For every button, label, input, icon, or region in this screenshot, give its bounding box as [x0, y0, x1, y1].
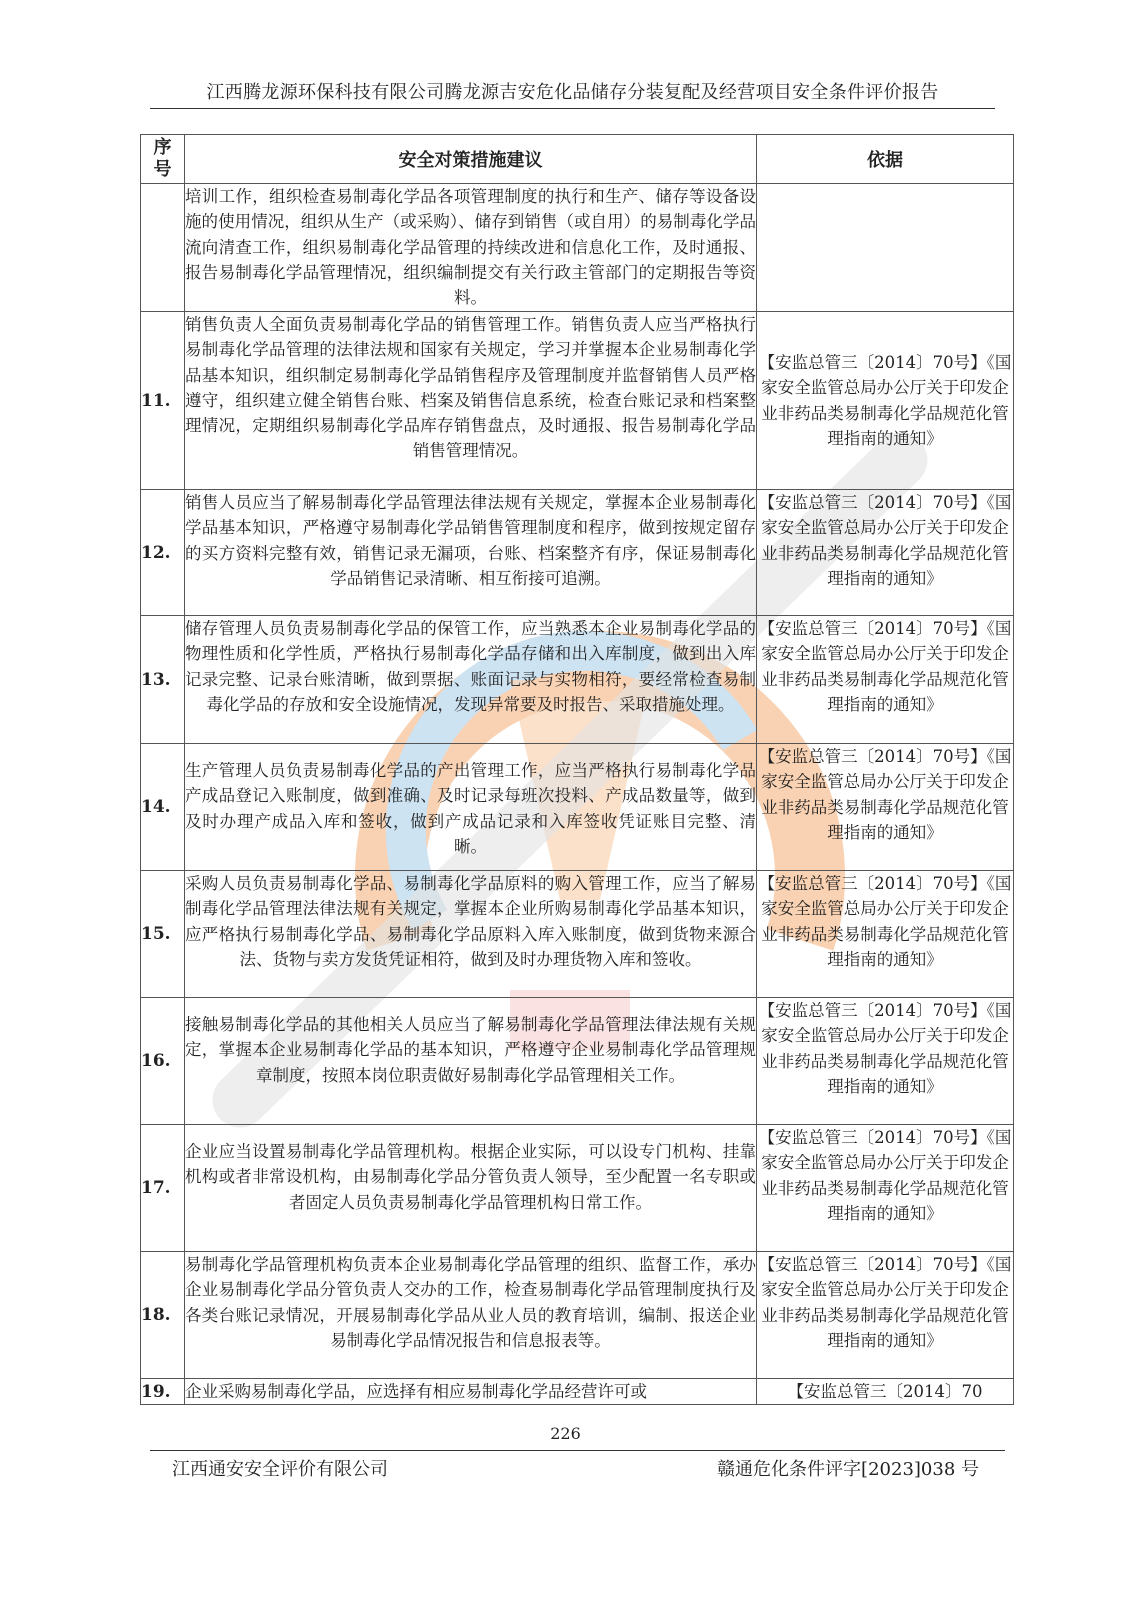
table-row	[141, 998, 1014, 1125]
safety-measures-table	[140, 134, 1014, 1405]
row-no: 15.	[141, 871, 185, 998]
table-row	[141, 1252, 1014, 1379]
header-measure: 安全对策措施建议	[185, 135, 757, 184]
table-row	[141, 1379, 1014, 1405]
row-measure: 销售人员应当了解易制毒化学品管理法律法规有关规定，掌握本企业易制毒化学品基本知识，严格遵守易制毒化学品销售管理制度和程序，做到按规定留存的买方资料完整有效，销售记录无漏项，台账、档案整齐有序，保证易制毒化学品销售记录清晰、相互衔接可追溯。	[185, 490, 757, 616]
row-measure: 采购人员负责易制毒化学品、易制毒化学品原料的购入管理工作，应当了解易制毒化学品管理法律法规有关规定，掌握本企业所购易制毒化学品基本知识，应严格执行易制毒化学品、易制毒化学品原料入库入账制度，做到货物来源合法、货物与卖方发货凭证相符，做到及时办理货物入库和签收。	[185, 871, 757, 998]
row-measure: 企业采购易制毒化学品，应选择有相应易制毒化学品经营许可或	[185, 1379, 757, 1405]
row-measure: 易制毒化学品管理机构负责本企业易制毒化学品管理的组织、监督工作，承办企业易制毒化学品分管负责人交办的工作，检查易制毒化学品管理制度执行及各类台账记录情况，开展易制毒化学品从业人员的教育培训，编制、报送企业易制毒化学品情况报告和信息报表等。	[185, 1252, 757, 1379]
row-no: 13.	[141, 616, 185, 744]
row-no: 19.	[141, 1379, 185, 1405]
row-basis: 【安监总管三〔2014〕70号】《国家安全监管总局办公厅关于印发企业非药品类易制毒化学品规范化管理指南的通知》	[757, 1125, 1014, 1252]
page-number: 226	[550, 1424, 581, 1443]
table-row	[141, 312, 1014, 490]
row-no: 16.	[141, 998, 185, 1125]
row-measure: 销售负责人全面负责易制毒化学品的销售管理工作。销售负责人应当严格执行易制毒化学品管理的法律法规和国家有关规定，学习并掌握本企业易制毒化学品基本知识，组织制定易制毒化学品销售程序及管理制度并监督销售人员严格遵守，组织建立健全销售台账、档案及销售信息系统，检查台账记录和档案整理情况，定期组织易制毒化学品库存销售盘点，及时通报、报告易制毒化学品销售管理情况。	[185, 312, 757, 490]
row-no: 17.	[141, 1125, 185, 1252]
row-basis: 【安监总管三〔2014〕70号】《国家安全监管总局办公厅关于印发企业非药品类易制毒化学品规范化管理指南的通知》	[757, 490, 1014, 616]
table-row	[141, 616, 1014, 744]
row-basis: 【安监总管三〔2014〕70号】《国家安全监管总局办公厅关于印发企业非药品类易制毒化学品规范化管理指南的通知》	[757, 312, 1014, 490]
footer-company: 江西通安安全评价有限公司	[172, 1459, 388, 1480]
table-header-row	[141, 135, 1014, 184]
header-basis: 依据	[757, 135, 1014, 184]
row-no: 14.	[141, 744, 185, 871]
table-row	[141, 490, 1014, 616]
row-basis: 【安监总管三〔2014〕70	[757, 1379, 1014, 1405]
header-no-label: 序 号	[153, 137, 172, 180]
row-measure: 接触易制毒化学品的其他相关人员应当了解易制毒化学品管理法律法规有关规定，掌握本企业易制毒化学品的基本知识，严格遵守企业易制毒化学品管理规章制度，按照本岗位职责做好易制毒化学品管理相关工作。	[185, 998, 757, 1125]
row-no: 18.	[141, 1252, 185, 1379]
row-no: 11.	[141, 312, 185, 490]
row-measure: 储存管理人员负责易制毒化学品的保管工作，应当熟悉本企业易制毒化学品的物理性质和化学性质，严格执行易制毒化学品存储和出入库制度，做到出入库记录完整、记录台账清晰，做到票据、账面记录与实物相符，要经常检查易制毒化学品的存放和安全设施情况，发现异常要及时报告、采取措施处理。	[185, 616, 757, 744]
row-basis: 【安监总管三〔2014〕70号】《国家安全监管总局办公厅关于印发企业非药品类易制毒化学品规范化管理指南的通知》	[757, 1252, 1014, 1379]
footer-rule	[150, 1450, 1005, 1451]
page-header-title: 江西腾龙源环保科技有限公司腾龙源吉安危化品储存分装复配及经营项目安全条件评价报告	[206, 82, 939, 103]
row-measure: 企业应当设置易制毒化学品管理机构。根据企业实际，可以设专门机构、挂靠机构或者非常设机构，由易制毒化学品分管负责人领导，至少配置一名专职或者固定人员负责易制毒化学品管理机构日常工作。	[185, 1125, 757, 1252]
row-basis: 【安监总管三〔2014〕70号】《国家安全监管总局办公厅关于印发企业非药品类易制毒化学品规范化管理指南的通知》	[757, 744, 1014, 871]
table-row	[141, 184, 1014, 312]
row-no: 12.	[141, 490, 185, 616]
table-row	[141, 1125, 1014, 1252]
row-measure: 培训工作，组织检查易制毒化学品各项管理制度的执行和生产、储存等设备设施的使用情况，组织从生产（或采购）、储存到销售（或自用）的易制毒化学品流向清查工作，组织易制毒化学品管理的持续改进和信息化工作，及时通报、报告易制毒化学品管理情况，组织编制提交有关行政主管部门的定期报告等资料。	[185, 184, 757, 312]
row-measure: 生产管理人员负责易制毒化学品的产出管理工作，应当严格执行易制毒化学品产成品登记入账制度，做到准确、及时记录每班次投料、产成品数量等，做到及时办理产成品入库和签收，做到产成品记录和入库签收凭证账目完整、清晰。	[185, 744, 757, 871]
footer-doc-number: 赣通危化条件评字[2023]038 号	[717, 1459, 979, 1480]
row-basis: 【安监总管三〔2014〕70号】《国家安全监管总局办公厅关于印发企业非药品类易制毒化学品规范化管理指南的通知》	[757, 998, 1014, 1125]
row-basis: 【安监总管三〔2014〕70号】《国家安全监管总局办公厅关于印发企业非药品类易制毒化学品规范化管理指南的通知》	[757, 871, 1014, 998]
table-row	[141, 871, 1014, 998]
table-row	[141, 744, 1014, 871]
header-rule	[150, 108, 995, 109]
row-basis: 【安监总管三〔2014〕70号】《国家安全监管总局办公厅关于印发企业非药品类易制毒化学品规范化管理指南的通知》	[757, 616, 1014, 744]
row-no	[141, 184, 185, 312]
header-no	[141, 135, 185, 184]
row-basis	[757, 184, 1014, 312]
